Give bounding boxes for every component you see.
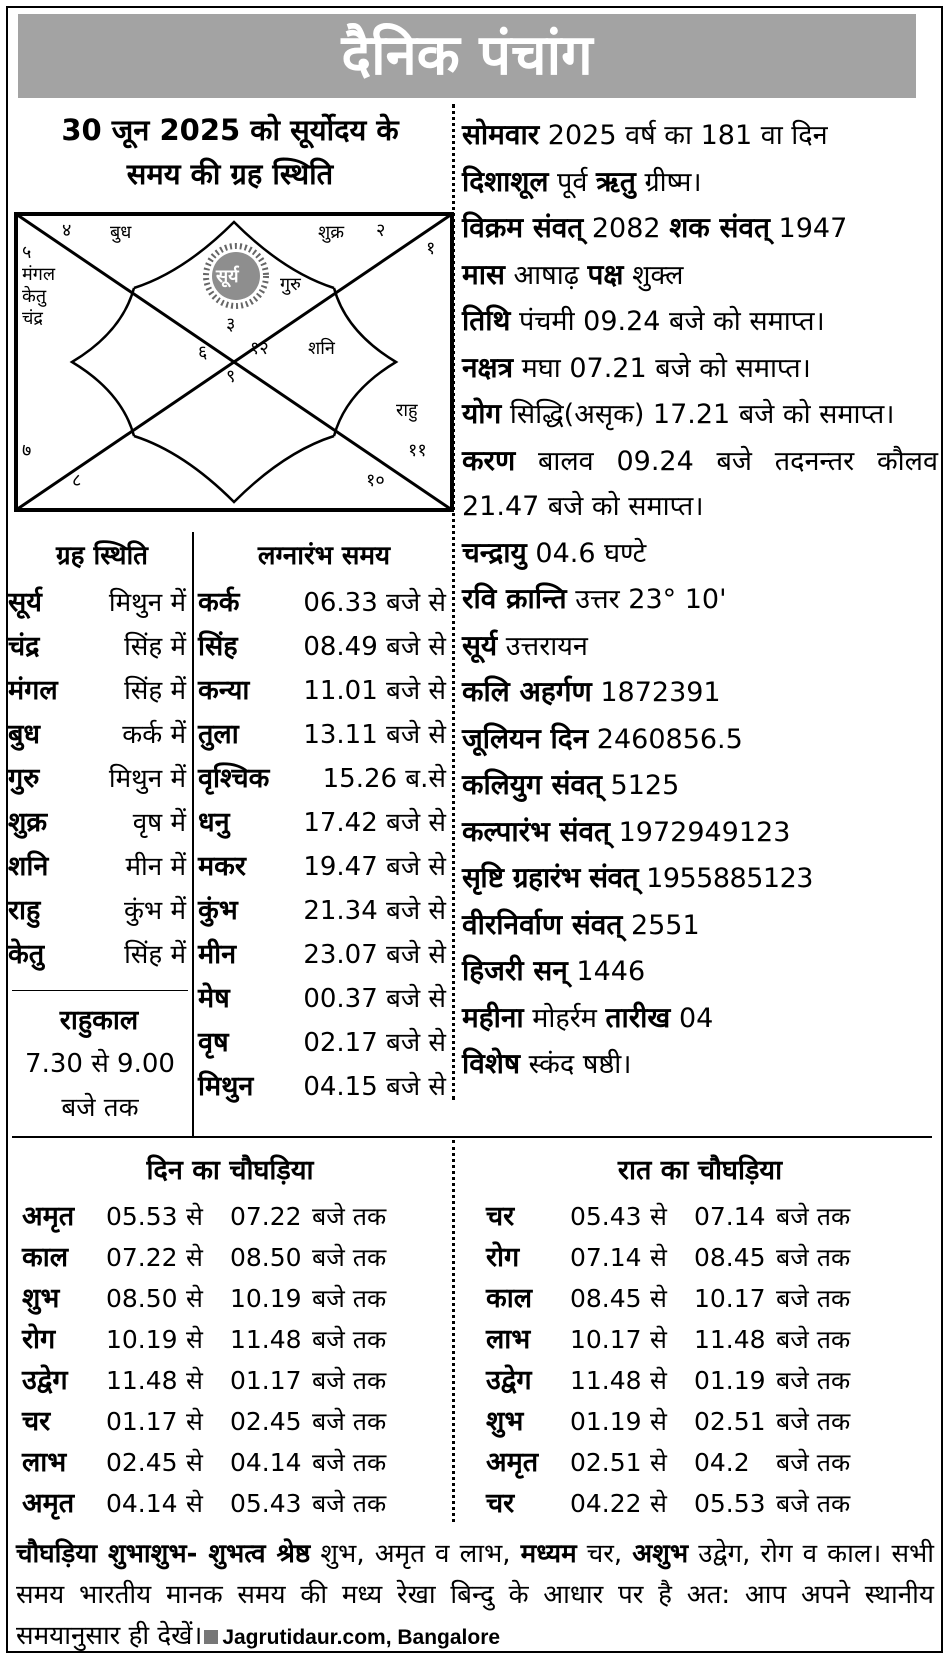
footer-text-1: शुभ, अमृत व लाभ, (320, 1539, 511, 1569)
choghadiya-tak: बजे तक (312, 1325, 387, 1354)
planet-budh: बुध (110, 222, 132, 243)
choghadiya-se: से (186, 1366, 203, 1395)
choghadiya-name: शुभ (22, 1283, 60, 1314)
house-3: ३ (226, 314, 236, 335)
lagna-name: तुला (198, 719, 239, 750)
footer-label-ashubh: अशुभ (632, 1539, 689, 1569)
lagna-time: 17.42 बजे से (303, 808, 446, 838)
choghadiya-se: से (650, 1407, 667, 1436)
choghadiya-from: 10.17 (570, 1325, 642, 1354)
lagna-name: वृश्चिक (198, 763, 270, 794)
choghadiya-from: 02.45 (106, 1448, 178, 1477)
choghadiya-to: 10.17 (694, 1284, 766, 1313)
graha-rashi: मिथुन में (108, 764, 186, 794)
lagna-row (198, 712, 446, 758)
lagna-row (198, 668, 446, 714)
house-10: १० (366, 470, 385, 491)
choghadiya-to: 05.43 (230, 1489, 302, 1518)
choghadiya-name: रोग (486, 1242, 520, 1273)
graha-name: गुरु (8, 763, 40, 794)
house-4: ४ (62, 220, 72, 241)
choghadiya-se: से (186, 1202, 203, 1231)
choghadiya-tak: बजे तक (312, 1284, 387, 1313)
choghadiya-row (22, 1401, 462, 1442)
info-nakshatra: नक्षत्र मघा 07.21 बजे को समाप्त। (462, 350, 811, 384)
choghadiya-tak: बजे तक (312, 1489, 387, 1518)
choghadiya-tak: बजे तक (776, 1284, 851, 1313)
choghadiya-from: 08.50 (106, 1284, 178, 1313)
choghadiya-se: से (186, 1284, 203, 1313)
info-samvat: विक्रम संवत् 2082 शक संवत् 1947 (462, 211, 848, 244)
choghadiya-row (486, 1360, 926, 1401)
lagna-name: कुंभ (198, 895, 238, 926)
choghadiya-to: 11.48 (230, 1325, 302, 1354)
choghadiya-row (486, 1319, 926, 1360)
lagna-row (198, 976, 446, 1022)
graha-name: केतु (8, 939, 45, 970)
choghadiya-se: से (186, 1325, 203, 1354)
lagna-row (198, 844, 446, 890)
lagna-name: कर्क (198, 587, 240, 618)
choghadiya-from: 07.22 (106, 1243, 178, 1272)
graha-name: चंद्र (8, 631, 40, 662)
section-divider (12, 1136, 932, 1138)
choghadiya-se: से (186, 1448, 203, 1477)
graha-rashi: कर्क में (122, 720, 186, 750)
choghadiya-from: 07.14 (570, 1243, 642, 1272)
square-bullet-icon (204, 1630, 218, 1644)
choghadiya-from: 05.43 (570, 1202, 642, 1231)
choghadiya-row (22, 1319, 462, 1360)
choghadiya-se: से (186, 1407, 203, 1436)
choghadiya-row (486, 1442, 926, 1483)
graha-row (8, 800, 186, 846)
choghadiya-tak: बजे तक (312, 1407, 387, 1436)
info-somvar: सोमवार 2025 वर्ष का 181 वा दिन (462, 118, 828, 151)
choghadiya-tak: बजे तक (776, 1366, 851, 1395)
info-veernirvan: वीरनिर्वाण संवत् 2551 (462, 907, 700, 941)
rahukaal-divider (12, 990, 188, 991)
lagna-row (198, 756, 446, 802)
info-kalparambh: कल्पारंभ संवत् 1972949123 (462, 814, 791, 848)
lagna-row (198, 1064, 446, 1110)
choghadiya-from: 11.48 (106, 1366, 178, 1395)
choghadiya-from: 10.19 (106, 1325, 178, 1354)
planet-chandra: चंद्र (22, 308, 43, 329)
house-9: ९ (226, 366, 236, 387)
choghadiya-name: उद्वेग (486, 1365, 532, 1396)
house-2: २ (376, 220, 386, 241)
info-chandrayu: चन्द्रायु 04.6 घण्टे (462, 535, 647, 569)
planet-rahu: राहु (396, 400, 418, 421)
planet-mangal: मंगल (22, 264, 56, 285)
footer-text-2: चर, (586, 1539, 623, 1569)
lagna-row (198, 800, 446, 846)
subheading-line-1: 30 जून 2025 को सूर्योदय के (61, 113, 399, 147)
night-choghadiya-heading: रात का चौघड़िया (617, 1155, 783, 1186)
kundali-lines (14, 212, 454, 512)
planet-ketu: केतु (22, 286, 47, 307)
lagna-time: 11.01 बजे से (303, 676, 446, 706)
choghadiya-se: से (186, 1489, 203, 1518)
lagna-row (198, 888, 446, 934)
lagna-time: 23.07 बजे से (303, 940, 446, 970)
graha-rashi: मिथुन में (108, 588, 186, 618)
info-ravi-kranti: रवि क्रान्ति उत्तर 23° 10' (462, 582, 727, 615)
info-dishashool: दिशाशूल पूर्व ऋतु ग्रीष्म। (462, 164, 702, 198)
house-12: १२ (250, 338, 269, 359)
choghadiya-tak: बजे तक (776, 1448, 851, 1477)
choghadiya-row (22, 1278, 462, 1319)
graha-name: बुध (8, 719, 41, 750)
info-karan: करण बालव 09.24 बजे तदनन्तर कौलव 21.47 बजे को समाप्त। (462, 443, 938, 522)
graha-row (8, 580, 186, 626)
choghadiya-from: 04.14 (106, 1489, 178, 1518)
brand-credit: Jagrutidaur.com, Bangalore (222, 1626, 501, 1649)
lagna-name: धनु (198, 807, 230, 838)
choghadiya-row (22, 1237, 462, 1278)
choghadiya-to: 04.14 (230, 1448, 302, 1477)
choghadiya-tak: बजे तक (776, 1243, 851, 1272)
choghadiya-from: 01.17 (106, 1407, 178, 1436)
graha-row (8, 844, 186, 890)
rahukaal-heading: राहुकाल (59, 1005, 139, 1036)
footer-text-3: उद्वेग, रोग व काल। सभी समय भारतीय मानक समय की मध्य रेखा बिन्दु के आधार पर है अत: आप अपने स्थानीय समयानुसार ही देखें। (16, 1539, 935, 1651)
lagna-row (198, 624, 446, 670)
panchang-info (462, 112, 938, 1088)
rahukaal-line-2: बजे तक (61, 1093, 139, 1123)
house-11: ११ (408, 440, 427, 461)
choghadiya-to: 08.45 (694, 1243, 766, 1272)
lagna-time: 19.47 बजे से (303, 852, 446, 882)
info-surya: सूर्य उत्तरायन (462, 628, 588, 662)
choghadiya-name: अमृत (22, 1488, 75, 1519)
choghadiya-row (486, 1278, 926, 1319)
info-kali-ahargan: कलि अहर्गण 1872391 (462, 675, 721, 708)
info-tithi: तिथि पंचमी 09.24 बजे को समाप्त। (462, 304, 825, 337)
choghadiya-row (486, 1483, 926, 1524)
info-maas: मास आषाढ़ पक्ष शुक्ल (462, 257, 684, 291)
choghadiya-name: चर (22, 1406, 51, 1437)
graha-rashi: सिंह में (124, 676, 186, 706)
choghadiya-se: से (650, 1489, 667, 1518)
choghadiya-row (22, 1196, 462, 1237)
choghadiya-row (486, 1401, 926, 1442)
graha-row (8, 932, 186, 978)
lagna-row (198, 580, 446, 626)
choghadiya-name: रोग (22, 1324, 56, 1355)
choghadiya-from: 05.53 (106, 1202, 178, 1231)
choghadiya-name: उद्वेग (22, 1365, 68, 1396)
graha-rashi: वृष में (132, 808, 186, 838)
info-srishti: सृष्टि ग्रहारंभ संवत् 1955885123 (462, 861, 813, 894)
info-julian: जूलियन दिन 2460856.5 (462, 721, 743, 755)
choghadiya-to: 10.19 (230, 1284, 302, 1313)
page-title: दैनिक पंचांग (18, 14, 916, 98)
graha-name: राहु (8, 895, 41, 926)
planet-surya: सूर्य (216, 266, 239, 287)
subheading-line-2: समय की ग्रह स्थिति (126, 157, 334, 191)
choghadiya-name: शुभ (486, 1406, 524, 1437)
choghadiya-se: से (650, 1243, 667, 1272)
lagna-row (198, 932, 446, 978)
choghadiya-se: से (650, 1448, 667, 1477)
rahukaal-time (10, 1042, 190, 1130)
lagna-name: सिंह (198, 631, 238, 662)
graha-row (8, 624, 186, 670)
graha-rashi: सिंह में (124, 940, 186, 970)
choghadiya-row (22, 1360, 462, 1401)
choghadiya-to: 08.50 (230, 1243, 302, 1272)
choghadiya-tak: बजे तक (312, 1243, 387, 1272)
choghadiya-to: 11.48 (694, 1325, 766, 1354)
choghadiya-to: 07.22 (230, 1202, 302, 1231)
choghadiya-from: 11.48 (570, 1366, 642, 1395)
lagna-row (198, 1020, 446, 1066)
info-mahina: महीना मोहर्रम तारीख 04 (462, 1000, 714, 1034)
graha-name: शनि (8, 851, 49, 882)
graha-name: सूर्य (8, 587, 42, 618)
choghadiya-name: चर (486, 1488, 515, 1519)
lagna-time: 15.26 ब.से (322, 764, 446, 794)
choghadiya-row (486, 1196, 926, 1237)
lagna-time: 04.15 बजे से (303, 1072, 446, 1102)
choghadiya-tak: बजे तक (776, 1325, 851, 1354)
choghadiya-tak: बजे तक (776, 1407, 851, 1436)
info-kaliyug: कलियुग संवत् 5125 (462, 768, 680, 801)
choghadiya-name: लाभ (486, 1324, 531, 1355)
graha-rashi: सिंह में (124, 632, 186, 662)
choghadiya-tak: बजे तक (312, 1448, 387, 1477)
house-8: ८ (72, 470, 82, 491)
choghadiya-row (486, 1237, 926, 1278)
graha-row (8, 712, 186, 758)
choghadiya-to: 02.51 (694, 1407, 766, 1436)
choghadiya-from: 04.22 (570, 1489, 642, 1518)
choghadiya-from: 01.19 (570, 1407, 642, 1436)
choghadiya-name: काल (22, 1242, 69, 1273)
lagna-name: मकर (198, 851, 246, 882)
graha-row (8, 888, 186, 934)
lagna-name: वृष (198, 1027, 229, 1058)
choghadiya-se: से (650, 1325, 667, 1354)
lagna-time: 00.37 बजे से (303, 984, 446, 1014)
lagna-name: मिथुन (198, 1071, 254, 1102)
footer-label-madhyam: मध्यम (520, 1539, 577, 1569)
choghadiya-row (22, 1483, 462, 1524)
choghadiya-se: से (650, 1202, 667, 1231)
rahukaal-line-1: 7.30 से 9.00 (25, 1049, 175, 1079)
house-6: ६ (198, 342, 208, 363)
choghadiya-to: 01.17 (230, 1366, 302, 1395)
graha-sthiti-heading: ग्रह स्थिति (55, 541, 149, 571)
footer-note (16, 1534, 934, 1658)
choghadiya-name: अमृत (486, 1447, 539, 1478)
info-hijri: हिजरी सन् 1446 (462, 954, 646, 987)
choghadiya-from: 02.51 (570, 1448, 642, 1477)
choghadiya-to: 02.45 (230, 1407, 302, 1436)
choghadiya-se: से (650, 1366, 667, 1395)
graha-name: शुक्र (8, 807, 48, 838)
lagna-name: मीन (198, 939, 237, 970)
choghadiya-name: अमृत (22, 1201, 75, 1232)
choghadiya-tak: बजे तक (776, 1202, 851, 1231)
choghadiya-to: 07.14 (694, 1202, 766, 1231)
choghadiya-to: 04.2 (694, 1448, 750, 1477)
graha-rashi: कुंभ में (123, 896, 186, 926)
lagna-time: 21.34 बजे से (303, 896, 446, 926)
planet-shukra: शुक्र (318, 222, 345, 243)
chart-subheading (20, 108, 440, 196)
choghadiya-se: से (650, 1284, 667, 1313)
choghadiya-row (22, 1442, 462, 1483)
choghadiya-to: 01.19 (694, 1366, 766, 1395)
kundali-chart (14, 212, 454, 512)
planet-shani: शनि (308, 338, 335, 359)
lagna-time: 02.17 बजे से (303, 1028, 446, 1058)
graha-rashi: मीन में (125, 852, 186, 882)
footer-label-shubh: चौघड़िया शुभाशुभ- शुभत्व श्रेष्ठ (16, 1539, 311, 1569)
lagna-time: 08.49 बजे से (303, 632, 446, 662)
choghadiya-tak: बजे तक (776, 1489, 851, 1518)
choghadiya-from: 08.45 (570, 1284, 642, 1313)
choghadiya-name: लाभ (22, 1447, 67, 1478)
graha-name: मंगल (8, 675, 58, 706)
choghadiya-name: काल (486, 1283, 533, 1314)
info-vishesh: विशेष स्कंद षष्ठी। (462, 1047, 632, 1080)
choghadiya-tak: बजे तक (312, 1202, 387, 1231)
choghadiya-se: से (186, 1243, 203, 1272)
lagna-heading: लग्नारंभ समय (257, 541, 391, 571)
choghadiya-name: चर (486, 1201, 515, 1232)
house-5: ५ (22, 242, 32, 263)
day-choghadiya-heading: दिन का चौघड़िया (146, 1155, 314, 1186)
lagna-time: 06.33 बजे से (303, 588, 446, 618)
graha-row (8, 756, 186, 802)
planet-guru: गुरु (280, 274, 301, 295)
choghadiya-to: 05.53 (694, 1489, 766, 1518)
lagna-name: कन्या (198, 675, 250, 706)
lagna-time: 13.11 बजे से (303, 720, 446, 750)
house-1: १ (426, 238, 436, 259)
info-yog: योग सिद्धि(असृक) 17.21 बजे को समाप्त। (462, 397, 895, 430)
graha-row (8, 668, 186, 714)
house-7: ७ (22, 440, 32, 461)
lagna-name: मेष (198, 983, 230, 1014)
graha-lagna-divider (192, 532, 194, 1136)
choghadiya-tak: बजे तक (312, 1366, 387, 1395)
